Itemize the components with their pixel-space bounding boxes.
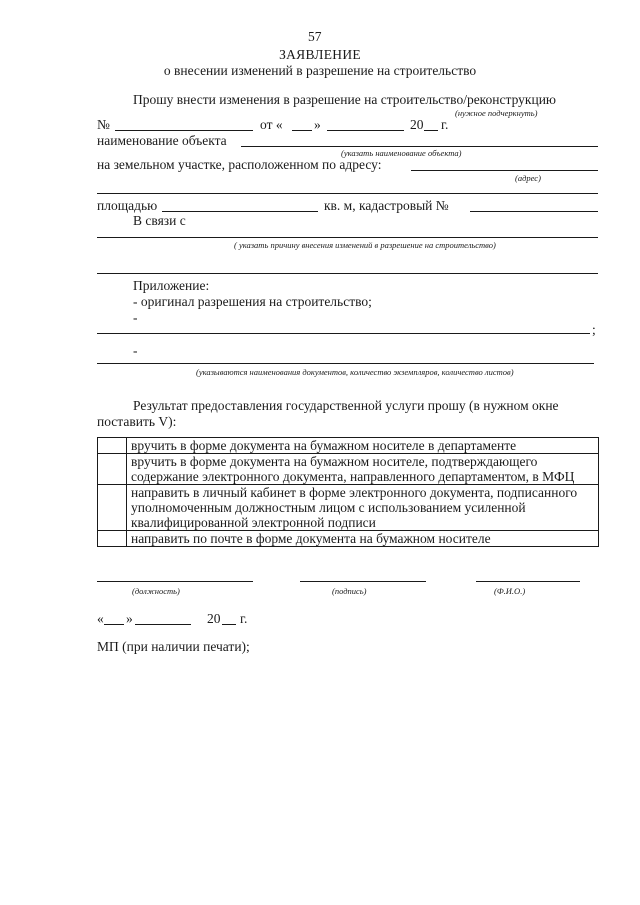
result-option-checkbox-post[interactable]: [98, 531, 127, 547]
result-option-text: вручить в форме документа на бумажном носителе, подтверждающего содержание электронного документа, направленного департаментом, в МФЦ: [127, 454, 599, 485]
final-date-open: «: [97, 611, 104, 626]
address-field-continued[interactable]: [97, 193, 598, 194]
position-field[interactable]: [97, 581, 253, 582]
result-instruction-line-2: поставить V):: [97, 414, 177, 429]
attachment-field[interactable]: [97, 333, 590, 334]
page-number: 57: [308, 29, 322, 44]
object-name-hint: (указать наименование объекта): [341, 148, 462, 158]
address-hint: (адрес): [515, 173, 541, 183]
reason-hint: ( указать причину внесения изменений в разрешение на строительство): [234, 240, 496, 250]
signature-hint: (подпись): [332, 586, 367, 596]
result-option-checkbox-mfc[interactable]: [98, 454, 127, 485]
result-option-checkbox-department[interactable]: [98, 438, 127, 454]
cadastral-number-field[interactable]: [470, 211, 598, 212]
attachment-item-permit: - оригинал разрешения на строительство;: [133, 294, 372, 309]
result-option-text: вручить в форме документа на бумажном носителе в департаменте: [127, 438, 599, 454]
attachment-item-dash-2: -: [133, 343, 138, 358]
number-field[interactable]: [115, 130, 253, 131]
final-year-suffix: г.: [240, 611, 248, 626]
underline-hint: (нужное подчеркнуть): [455, 108, 538, 118]
form-title: ЗАЯВЛЕНИЕ: [279, 47, 361, 62]
result-option-checkbox-cabinet[interactable]: [98, 485, 127, 531]
number-label: №: [97, 117, 110, 132]
request-line: Прошу внести изменения в разрешение на строительство/реконструкцию: [133, 92, 557, 107]
attachment-hint: (указываются наименования документов, количество экземпляров, количество листов): [196, 367, 514, 377]
date-from-label: от «: [260, 117, 283, 132]
form-subtitle: о внесении изменений в разрешение на строительство: [163, 63, 477, 78]
date-month-field[interactable]: [327, 130, 404, 131]
date-day-field[interactable]: [292, 130, 312, 131]
full-name-hint: (Ф.И.О.): [494, 586, 526, 596]
result-option-text: направить в личный кабинет в форме электронного документа, подписанного уполномоченным должностным лицом с использованием усиленной квалифицированной электронной подписи: [127, 485, 599, 531]
result-option-row: [98, 454, 599, 485]
date-quote-close: »: [314, 117, 321, 132]
attachment-label: Приложение:: [133, 278, 210, 293]
final-date-close: »: [126, 611, 133, 626]
final-year-prefix: 20: [207, 611, 221, 626]
attachment-semicolon: ;: [592, 322, 596, 337]
date-year-field[interactable]: [424, 130, 438, 131]
object-name-field[interactable]: [241, 146, 598, 147]
position-hint: (должность): [132, 586, 180, 596]
result-option-row: [98, 438, 599, 454]
attachment-field-continued[interactable]: [97, 363, 594, 364]
result-option-row: [98, 531, 599, 547]
result-option-row: [98, 485, 599, 531]
year-suffix: г.: [441, 117, 449, 132]
reason-label: В связи с: [133, 213, 186, 228]
final-date-day-field[interactable]: [104, 624, 124, 625]
result-option-text: направить по почте в форме документа на бумажном носителе: [127, 531, 599, 547]
full-name-field[interactable]: [476, 581, 580, 582]
result-instruction-line-1: Результат предоставления государственной услуги прошу (в нужном окне: [133, 398, 559, 413]
area-unit-label: кв. м, кадастровый №: [324, 198, 449, 213]
area-field[interactable]: [162, 211, 318, 212]
reason-field[interactable]: [97, 237, 598, 238]
signature-field[interactable]: [300, 581, 426, 582]
area-label: площадью: [97, 198, 158, 213]
object-name-label: наименование объекта: [97, 133, 227, 148]
attachment-item-dash: -: [133, 310, 138, 325]
address-field[interactable]: [411, 170, 598, 171]
stamp-label: МП (при наличии печати);: [97, 639, 250, 654]
final-date-month-field[interactable]: [135, 624, 191, 625]
land-plot-label: на земельном участке, расположенном по адресу:: [97, 157, 382, 172]
final-date-year-field[interactable]: [222, 624, 236, 625]
result-options-table: [97, 437, 599, 547]
reason-field-continued[interactable]: [97, 273, 598, 274]
year-prefix: 20: [410, 117, 424, 132]
